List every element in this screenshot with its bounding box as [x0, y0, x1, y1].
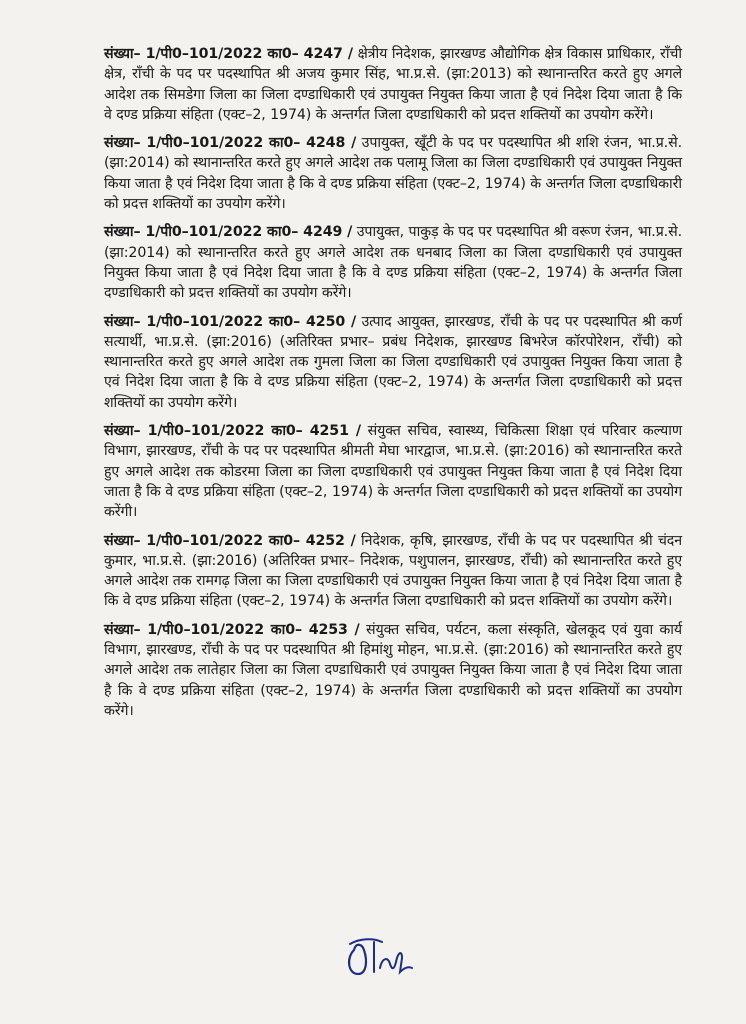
- order-entry-4250: [104, 312, 682, 413]
- order-entry-4249: [104, 222, 682, 303]
- order-reference: संख्या– 1/पी0–101/2022 का0– 4253 /: [104, 621, 360, 638]
- order-paragraph: [104, 620, 682, 721]
- order-text: उपायुक्त, खूँटी के पद पर पदस्थापित श्री शशि रंजन, भा.प्र.से. (झा:2014) को स्थानान्तरित करते हुए अगले आदेश तक पलामू जिला का जिला दण्डाधिकारी एवं उपायुक्त नियुक्त किया जाता है एवं निदेश दिया जाता है कि वे दण्ड प्रक्रिया संहिता (एक्ट–2, 1974) के अन्तर्गत जिला दण्डाधिकारी को प्रदत्त शक्तियों का उपयोग करेंगे।: [104, 135, 682, 213]
- order-text: निदेशक, कृषि, झारखण्ड, राँची के पद पर पदस्थापित श्री चंदन कुमार, भा.प्र.से. (झा:2016) (अतिरिक्त प्रभार– निदेशक, पशुपालन, झारखण्ड, राँची) को स्थानान्तरित करते हुए अगले आदेश तक रामगढ़ जिला का जिला दण्डाधिकारी एवं उपायुक्त नियुक्त किया जाता है एवं निदेश दिया जाता है कि वे दण्ड प्रक्रिया संहिता (एक्ट–2, 1974) के अन्तर्गत जिला दण्डाधिकारी को प्रदत्त शक्तियों का उपयोग करेंगे।: [104, 532, 682, 610]
- signature: [340, 928, 420, 988]
- order-entry-4247: [104, 44, 682, 125]
- order-text: संयुक्त सचिव, पर्यटन, कला संस्कृति, खेलकूद एवं युवा कार्य विभाग, झारखण्ड, राँची के पद पर पदस्थापित श्री हिमांशु मोहन, भा.प्र.से. (झा:2016) को स्थानान्तरित करते हुए अगले आदेश तक लातेहार जिला का जिला दण्डाधिकारी एवं उपायुक्त नियुक्त किया जाता है एवं निदेश दिया जाता है कि वे दण्ड प्रक्रिया संहिता (एक्ट–2, 1974) के अन्तर्गत जिला दण्डाधिकारी को प्रदत्त शक्तियों का उपयोग करेंगे।: [104, 621, 683, 719]
- order-text: उपायुक्त, पाकुड़ के पद पर पदस्थापित श्री वरूण रंजन, भा.प्र.से. (झा:2014) को स्थानान्तरित करते हुए अगले आदेश तक धनबाद जिला का जिला दण्डाधिकारी एवं उपायुक्त नियुक्त किया जाता है एवं निदेश दिया जाता है कि वे दण्ड प्रक्रिया संहिता (एक्ट–2, 1974) के अन्तर्गत जिला दण्डाधिकारी को प्रदत्त शक्तियों का उपयोग करेंगे।: [104, 224, 682, 302]
- order-paragraph: [104, 531, 682, 612]
- order-text: संयुक्त सचिव, स्वास्थ्य, चिकित्सा शिक्षा एवं परिवार कल्याण विभाग, झारखण्ड, राँची के पद पर पदस्थापित श्रीमती मेघा भारद्वाज, भा.प्र.से. (झा:2016) को स्थानान्तरित करते हुए अगले आदेश तक कोडरमा जिला का जिला दण्डाधिकारी एवं उपायुक्त नियुक्त किया जाता है एवं निदेश दिया जाता है कि वे दण्ड प्रक्रिया संहिता (एक्ट–2, 1974) के अन्तर्गत जिला दण्डाधिकारी को प्रदत्त शक्तियों का उपयोग करेंगी।: [104, 423, 682, 521]
- order-entry-4252: [104, 531, 682, 612]
- order-text: उत्पाद आयुक्त, झारखण्ड, राँची के पद पर पदस्थापित श्री कर्ण सत्यार्थी, भा.प्र.से. (झा:2016) (अतिरिक्त प्रभार– प्रबंध निदेशक, झारखण्ड बिभरेज कॉरपोरेशन, राँची) को स्थानान्तरित करते हुए अगले आदेश तक गुमला जिला का जिला दण्डाधिकारी एवं उपायुक्त नियुक्त किया जाता है एवं निदेश दिया जाता है कि वे दण्ड प्रक्रिया संहिता (एक्ट–2, 1974) के अन्तर्गत जिला दण्डाधिकारी को प्रदत्त शक्तियों का उपयोग करेंगे।: [104, 313, 682, 411]
- order-entry-4248: [104, 133, 682, 214]
- order-reference: संख्या– 1/पी0–101/2022 का0– 4252 /: [104, 532, 356, 549]
- order-paragraph: [104, 44, 682, 125]
- order-reference: संख्या– 1/पी0–101/2022 का0– 4248 /: [104, 135, 357, 152]
- order-paragraph: [104, 133, 682, 214]
- order-paragraph: [104, 312, 682, 413]
- order-reference: संख्या– 1/पी0–101/2022 का0– 4247 /: [104, 46, 353, 62]
- order-entry-4251: [104, 421, 682, 522]
- order-paragraph: [104, 421, 682, 522]
- order-text: क्षेत्रीय निदेशक, झारखण्ड औद्योगिक क्षेत्र विकास प्राधिकार, राँची क्षेत्र, राँची के पद पर पदस्थापित श्री अजय कुमार सिंह, भा.प्र.से. (झा:2013) को स्थानान्तरित करते हुए अगले आदेश तक सिमडेगा जिला का जिला दण्डाधिकारी एवं उपायुक्त नियुक्त किया जाता है एवं निदेश दिया जाता है कि वे दण्ड प्रक्रिया संहिता (एक्ट–2, 1974) के अन्तर्गत जिला दण्डाधिकारी को प्रदत्त शक्तियों का उपयोग करेंगे।: [104, 46, 682, 123]
- order-reference: संख्या– 1/पी0–101/2022 का0– 4249 /: [104, 224, 353, 241]
- order-paragraph: [104, 222, 682, 303]
- order-entry-4253: [104, 620, 682, 721]
- order-reference: संख्या– 1/पी0–101/2022 का0– 4250 /: [104, 313, 357, 330]
- order-reference: संख्या– 1/पी0–101/2022 का0– 4251 /: [104, 423, 362, 440]
